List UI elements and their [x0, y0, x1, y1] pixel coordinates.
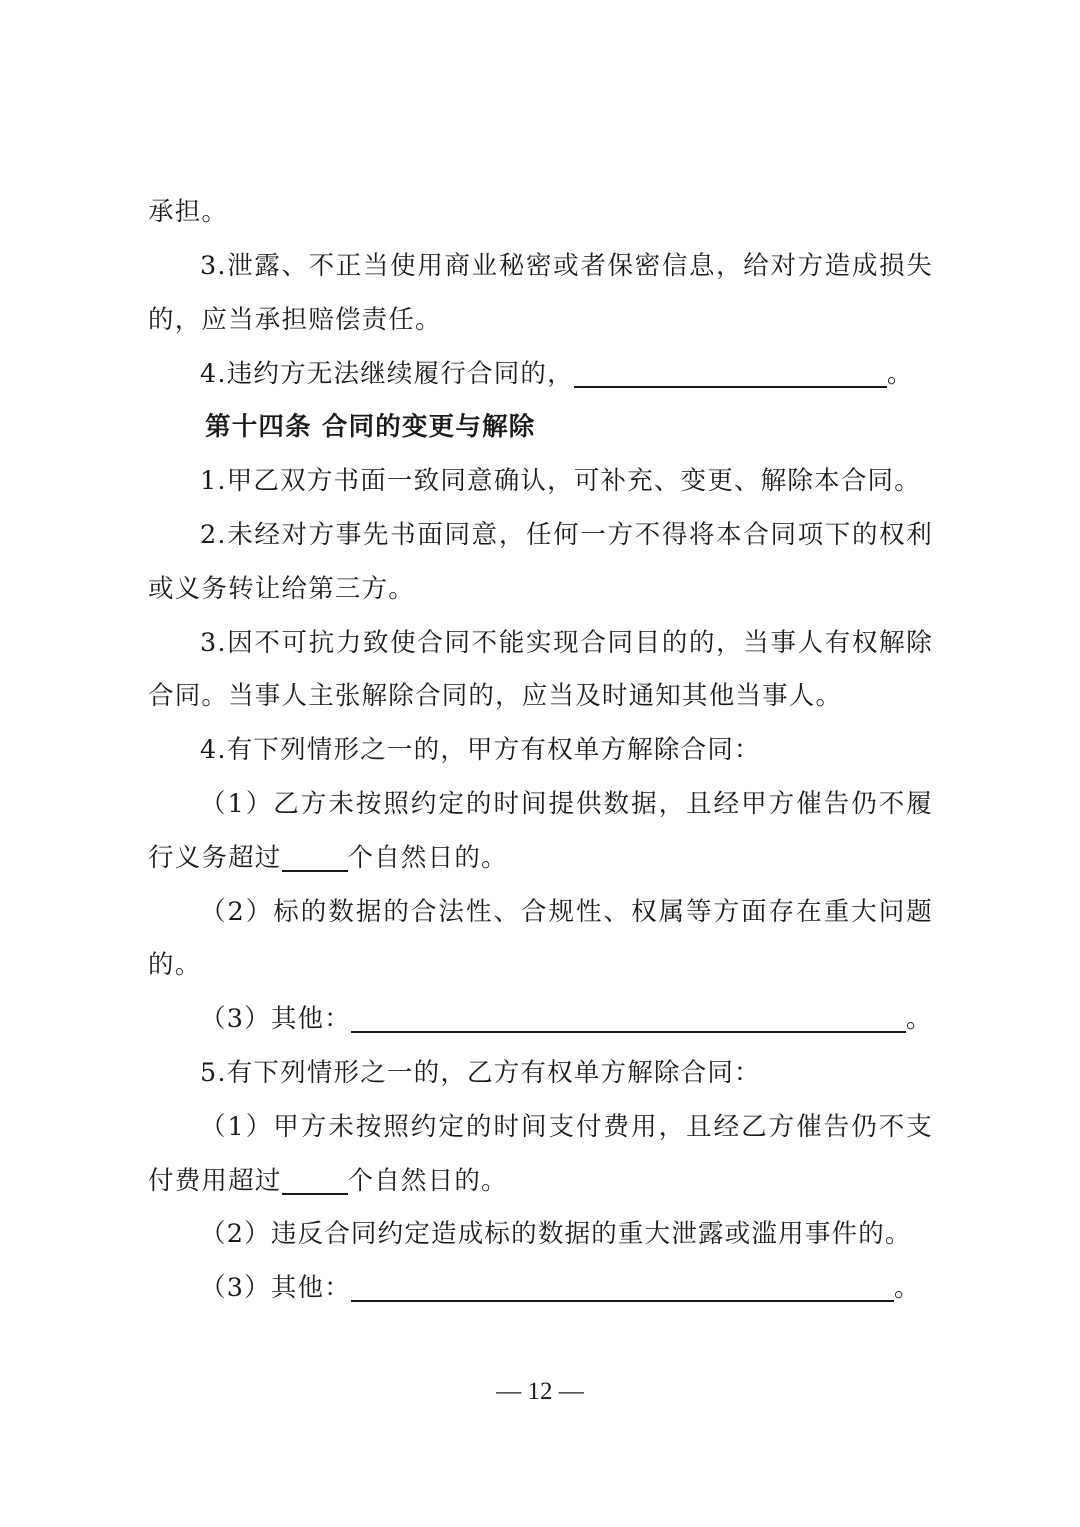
text: 付费用超过 — [148, 1166, 282, 1196]
text: 1.甲乙双方书面一致同意确认，可补充、变更、解除本合同。 — [200, 466, 921, 496]
text: 的，应当承担赔偿责任。 — [148, 305, 442, 335]
paragraph-line — [200, 730, 933, 770]
paragraph-line — [200, 1053, 933, 1093]
paragraph-line — [148, 945, 933, 985]
text: （3）其他： — [200, 1273, 351, 1303]
text: 个自然日的。 — [347, 843, 508, 873]
paragraph-line — [148, 676, 933, 716]
paragraph-line — [148, 192, 933, 232]
text: 5.有下列情形之一的，乙方有权单方解除合同： — [200, 1058, 761, 1088]
paragraph-line — [200, 999, 933, 1039]
text: 。 — [893, 1273, 921, 1303]
page-number: — 12 — — [496, 1378, 584, 1405]
text: 个自然日的。 — [347, 1166, 508, 1196]
fill-in-blank[interactable] — [351, 1001, 906, 1033]
section-heading — [205, 407, 990, 447]
paragraph-line — [148, 300, 933, 340]
text: 4.违约方无法继续履行合同的， — [200, 359, 574, 389]
paragraph-line — [200, 1214, 933, 1254]
text: 或义务转让给第三方。 — [148, 574, 416, 604]
text: （3）其他： — [200, 1004, 351, 1034]
heading-text: 第十四条 合同的变更与解除 — [205, 412, 536, 442]
paragraph-line — [200, 461, 933, 501]
fill-in-blank[interactable] — [282, 1163, 348, 1195]
text: 承担。 — [148, 197, 229, 227]
text: 4.有下列情形之一的，甲方有权单方解除合同： — [200, 735, 761, 765]
text: 的。 — [148, 950, 202, 980]
fill-in-blank[interactable] — [574, 356, 887, 388]
paragraph-line — [200, 1268, 933, 1308]
paragraph-line — [148, 1161, 933, 1201]
text: 。 — [886, 359, 914, 389]
paragraph-line: 2.未经对方事先书面同意，任何一方不得将本合同项下的权利 — [200, 520, 933, 550]
paragraph-line: （1）甲方未按照约定的时间支付费用，且经乙方催告仍不支 — [200, 1112, 933, 1142]
paragraph-line — [148, 838, 933, 878]
text: 合同。当事人主张解除合同的，应当及时通知其他当事人。 — [148, 681, 843, 711]
paragraph-line: （2）标的数据的合法性、合规性、权属等方面存在重大问题 — [200, 897, 933, 927]
fill-in-blank[interactable] — [282, 840, 348, 872]
text: （2）违反合同约定造成标的数据的重大泄露或滥用事件的。 — [200, 1219, 912, 1249]
text: 。 — [905, 1004, 933, 1034]
paragraph-line: （1）乙方未按照约定的时间提供数据，且经甲方催告仍不履 — [200, 789, 933, 819]
paragraph-line — [148, 569, 933, 609]
paragraph-line: 3.泄露、不正当使用商业秘密或者保密信息，给对方造成损失 — [200, 251, 933, 281]
paragraph-line: 3.因不可抗力致使合同不能实现合同目的的，当事人有权解除 — [200, 628, 933, 658]
text: 行义务超过 — [148, 843, 282, 873]
paragraph-line — [200, 354, 933, 394]
fill-in-blank[interactable] — [351, 1270, 894, 1302]
